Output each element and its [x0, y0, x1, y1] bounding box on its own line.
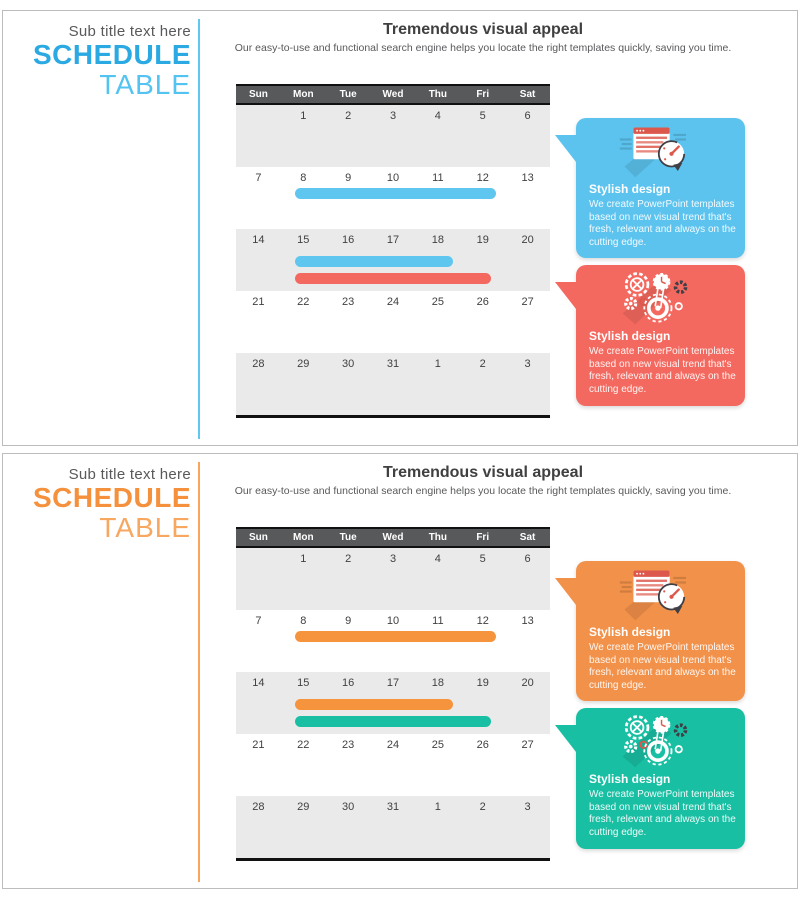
slide-subheading: Our easy-to-use and functional search engine helps you locate the right templates quickly, saving you time.	[234, 42, 732, 54]
calendar-date-cell: 9	[345, 172, 352, 184]
calendar-date-cell: 28	[252, 801, 265, 813]
calendar-date-cell: 23	[342, 739, 355, 751]
schedule-bar-primary	[295, 256, 453, 267]
calendar-date-cell: 13	[521, 615, 534, 627]
calendar-date-cell: 1	[434, 358, 441, 370]
calendar-week-row	[236, 796, 550, 858]
calendar-date-cell: 29	[297, 801, 310, 813]
calendar-date-cell: 22	[297, 739, 310, 751]
calendar-date-cell: 1	[300, 110, 307, 122]
slide-subtitle: Sub title text here	[68, 466, 191, 483]
calendar-date-cell: 3	[389, 553, 397, 565]
calendar-date-cell: 14	[252, 234, 265, 246]
calendar-week-row	[236, 734, 550, 796]
slide-preview-blue[interactable]	[2, 10, 798, 446]
card-title: Stylish design	[589, 772, 671, 786]
card-pointer	[555, 578, 576, 605]
calendar-date-cell: 25	[431, 296, 444, 308]
calendar-date-cell: 17	[386, 234, 400, 246]
calendar-date-cell: 16	[342, 677, 355, 689]
slide-title-table: TABLE	[99, 69, 191, 101]
day-header: Sat	[519, 89, 536, 100]
day-header: Tue	[339, 89, 357, 100]
calendar-week-row	[236, 291, 550, 353]
day-header: Mon	[293, 89, 314, 100]
calendar-date-cell: 26	[476, 296, 489, 308]
calendar-date-cell: 4	[434, 110, 441, 122]
callout-card-secondary	[576, 265, 745, 406]
calendar-date-cell: 5	[479, 553, 486, 565]
day-header: Thu	[428, 532, 448, 543]
schedule-bar-primary	[295, 188, 496, 199]
calendar-date-cell: 1	[300, 553, 307, 565]
calendar-date-cell: 15	[297, 677, 310, 689]
calendar-date-cell: 2	[345, 110, 352, 122]
card-body: We create PowerPoint templates based on new visual trend that's fresh, relevant and always on the cutting edge.	[589, 199, 736, 248]
table-bottom-border	[236, 415, 550, 418]
calendar-date-cell: 28	[252, 358, 265, 370]
day-header: Wed	[382, 532, 404, 543]
calendar-date-cell: 24	[386, 739, 400, 751]
day-header: Thu	[428, 89, 448, 100]
calendar-week-row	[236, 353, 550, 415]
card-body: We create PowerPoint templates based on new visual trend that's fresh, relevant and always on the cutting edge.	[589, 789, 736, 838]
vertical-divider	[198, 462, 200, 882]
calendar-table	[236, 84, 550, 418]
schedule-bar-primary	[295, 631, 496, 642]
calendar-date-cell: 14	[252, 677, 265, 689]
title-block	[3, 23, 191, 101]
calendar-date-cell: 18	[431, 234, 444, 246]
gears-icon	[598, 270, 716, 328]
calendar-date-cell: 22	[297, 296, 310, 308]
calendar-date-cell: 26	[476, 739, 489, 751]
slide-heading: Tremendous visual appeal	[382, 464, 584, 481]
heading-block	[231, 21, 735, 54]
calendar-date-cell: 11	[432, 172, 444, 184]
calendar-date-cell: 3	[524, 358, 531, 370]
callout-card-secondary	[576, 708, 745, 849]
calendar-date-cell: 30	[342, 358, 355, 370]
slide-title-table: TABLE	[99, 512, 191, 544]
calendar-date-cell: 27	[521, 296, 534, 308]
calendar-date-cell: 27	[521, 739, 534, 751]
browser-gauge-icon	[598, 123, 716, 181]
day-header: Wed	[382, 89, 404, 100]
calendar-date-cell: 31	[386, 358, 400, 370]
gears-icon	[598, 713, 716, 771]
calendar-date-cell: 6	[524, 110, 531, 122]
calendar-date-cell: 6	[524, 553, 531, 565]
browser-gauge-icon	[598, 566, 716, 624]
calendar-date-cell: 2	[479, 801, 486, 813]
calendar-date-cell: 8	[300, 615, 307, 627]
calendar-date-cell: 21	[252, 739, 265, 751]
calendar-date-cell: 30	[342, 801, 355, 813]
slide-title-schedule: SCHEDULE	[32, 482, 191, 513]
calendar-date-cell: 13	[521, 172, 534, 184]
calendar-date-cell: 25	[431, 739, 444, 751]
card-pointer	[555, 282, 576, 309]
calendar-header-row	[236, 84, 550, 105]
calendar-date-cell: 20	[521, 234, 534, 246]
calendar-date-cell: 2	[345, 553, 352, 565]
calendar-date-cell: 1	[434, 801, 441, 813]
calendar-date-cell: 10	[386, 615, 400, 627]
calendar-table	[236, 527, 550, 861]
calendar-date-cell: 16	[342, 234, 355, 246]
calendar-date-cell: 8	[300, 172, 307, 184]
calendar-date-cell: 3	[524, 801, 531, 813]
calendar-date-cell: 18	[431, 677, 444, 689]
card-pointer	[555, 135, 576, 162]
slide-title-schedule: SCHEDULE	[32, 39, 191, 70]
calendar-date-cell: 24	[386, 296, 400, 308]
schedule-bar-secondary	[295, 716, 491, 727]
slide-subheading: Our easy-to-use and functional search engine helps you locate the right templates quickly, saving you time.	[234, 485, 732, 497]
card-title: Stylish design	[589, 182, 671, 196]
day-header: Tue	[339, 532, 357, 543]
callout-card-primary	[576, 561, 745, 701]
slide-subtitle: Sub title text here	[68, 23, 191, 40]
calendar-date-cell: 19	[476, 677, 489, 689]
calendar-header-row	[236, 527, 550, 548]
card-body: We create PowerPoint templates based on new visual trend that's fresh, relevant and always on the cutting edge.	[589, 642, 736, 691]
calendar-date-cell: 12	[476, 172, 489, 184]
day-header: Sun	[248, 532, 268, 543]
table-bottom-border	[236, 858, 550, 861]
calendar-date-cell: 10	[386, 172, 400, 184]
day-header: Mon	[293, 532, 314, 543]
calendar-date-cell: 5	[479, 110, 486, 122]
calendar-date-cell: 20	[521, 677, 534, 689]
vertical-divider	[198, 19, 200, 439]
calendar-date-cell	[236, 548, 281, 610]
slide-heading: Tremendous visual appeal	[382, 21, 584, 38]
calendar-date-cell	[236, 105, 281, 167]
schedule-bar-primary	[295, 699, 453, 710]
callout-card-primary	[576, 118, 745, 258]
day-header: Fri	[476, 89, 490, 100]
calendar-date-cell: 7	[255, 615, 262, 627]
calendar-week-row	[236, 105, 550, 167]
schedule-bar-secondary	[295, 273, 491, 284]
calendar-date-cell: 21	[252, 296, 265, 308]
calendar-date-cell: 15	[297, 234, 310, 246]
heading-block	[231, 464, 735, 497]
title-block	[3, 466, 191, 544]
day-header: Fri	[476, 532, 490, 543]
card-body: We create PowerPoint templates based on new visual trend that's fresh, relevant and always on the cutting edge.	[589, 346, 736, 395]
calendar-date-cell: 12	[476, 615, 489, 627]
calendar-date-cell: 31	[386, 801, 400, 813]
card-title: Stylish design	[589, 329, 671, 343]
calendar-date-cell: 29	[297, 358, 310, 370]
day-header: Sun	[248, 89, 268, 100]
day-header: Sat	[519, 532, 536, 543]
calendar-date-cell: 11	[432, 615, 444, 627]
calendar-date-cell: 17	[386, 677, 400, 689]
calendar-date-cell: 4	[434, 553, 441, 565]
calendar-week-row	[236, 548, 550, 610]
calendar-date-cell: 9	[345, 615, 352, 627]
calendar-date-cell: 3	[389, 110, 397, 122]
calendar-date-cell: 7	[255, 172, 262, 184]
slide-preview-orange[interactable]	[2, 453, 798, 889]
calendar-date-cell: 2	[479, 358, 486, 370]
card-pointer	[555, 725, 576, 752]
card-title: Stylish design	[589, 625, 671, 639]
calendar-date-cell: 23	[342, 296, 355, 308]
calendar-date-cell: 19	[476, 234, 489, 246]
